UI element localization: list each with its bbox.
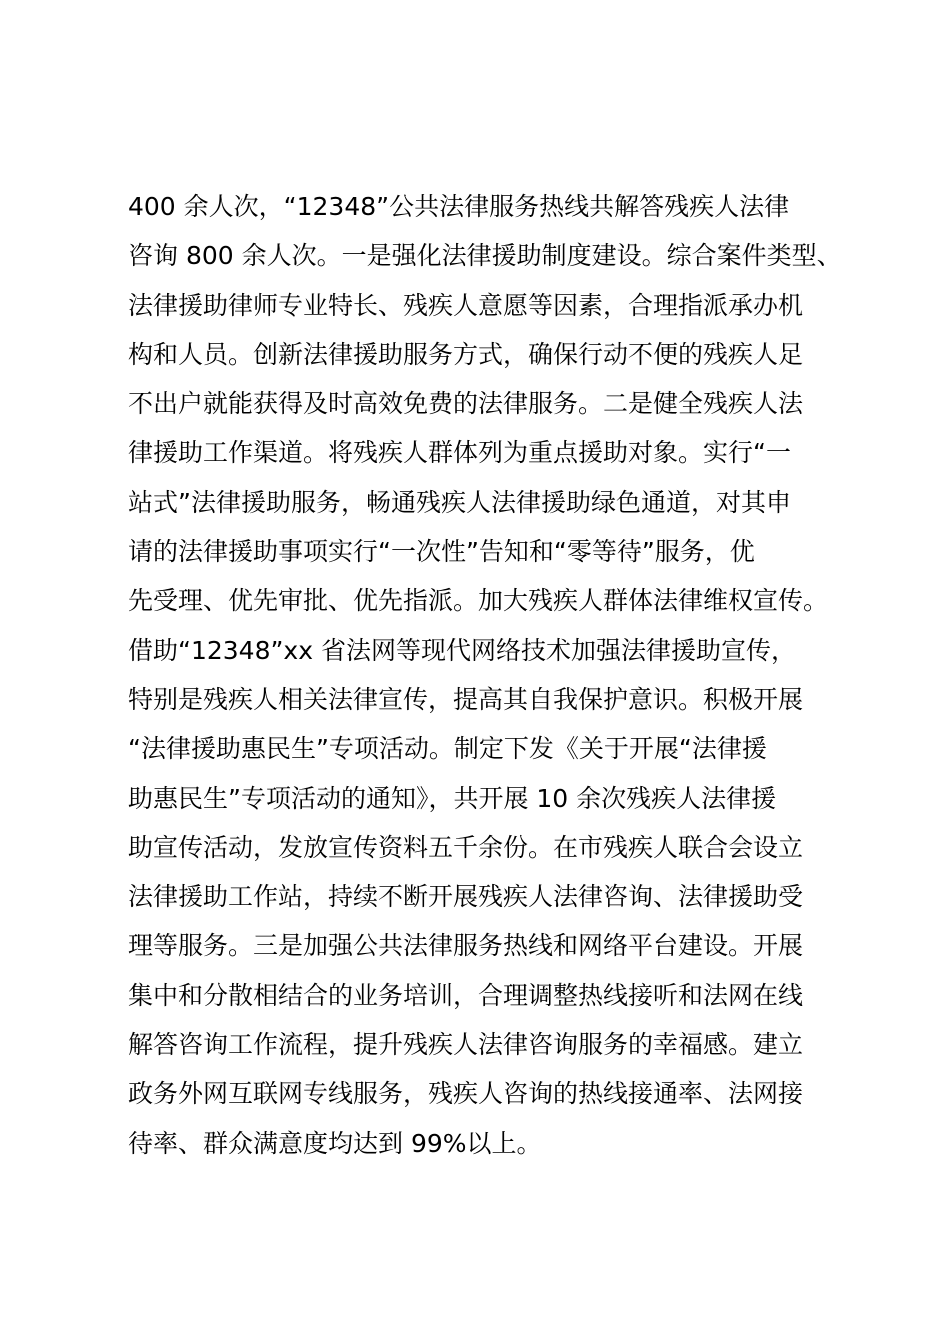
text-line: 站式”法律援助服务，畅通残疾人法律援助绿色通道，对其申 — [128, 487, 791, 517]
text-line: 理等服务。三是加强公共法律服务热线和网络平台建设。开展 — [128, 931, 804, 961]
text-line: 助宣传活动，发放宣传资料五千余份。在市残疾人联合会设立 — [128, 832, 804, 862]
text-line: 借助“12348”xx 省法网等现代网络技术加强法律援助宣传， — [128, 635, 796, 665]
text-line: 不出户就能获得及时高效免费的法律服务。二是健全残疾人法 — [128, 389, 804, 419]
text-line: 特别是残疾人相关法律宣传，提高其自我保护意识。积极开展 — [128, 684, 804, 714]
text-line: 咨询 800 余人次。一是强化法律援助制度建设。综合案件类型、 — [128, 241, 842, 271]
text-line: 请的法律援助事项实行“一次性”告知和“零等待”服务，优 — [128, 537, 755, 567]
text-line: 待率、群众满意度均达到 99%以上。 — [128, 1128, 542, 1158]
text-line: “法律援助惠民生”专项活动。制定下发《关于开展“法律援 — [128, 734, 767, 764]
text-line: 解答咨询工作流程，提升残疾人法律咨询服务的幸福感。建立 — [128, 1030, 804, 1060]
text-line: 法律援助律师专业特长、残疾人意愿等因素，合理指派承办机 — [128, 290, 804, 320]
text-line: 集中和分散相结合的业务培训，合理调整热线接听和法网在线 — [128, 980, 804, 1010]
text-line: 400 余人次，“12348”公共法律服务热线共解答残疾人法律 — [128, 192, 790, 221]
text-line: 构和人员。创新法律援助服务方式，确保行动不便的残疾人足 — [128, 339, 804, 369]
text-line: 助惠民生”专项活动的通知》，共开展 10 余次残疾人法律援 — [128, 783, 777, 813]
text-line: 政务外网互联网专线服务，残疾人咨询的热线接通率、法网接 — [128, 1079, 804, 1109]
text-line: 先受理、优先审批、优先指派。加大残疾人群体法律维权宣传。 — [128, 586, 829, 616]
document-body — [128, 182, 848, 1168]
text-line: 律援助工作渠道。将残疾人群体列为重点援助对象。实行“一 — [128, 438, 791, 468]
text-line: 法律援助工作站，持续不断开展残疾人法律咨询、法律援助受 — [128, 882, 804, 912]
